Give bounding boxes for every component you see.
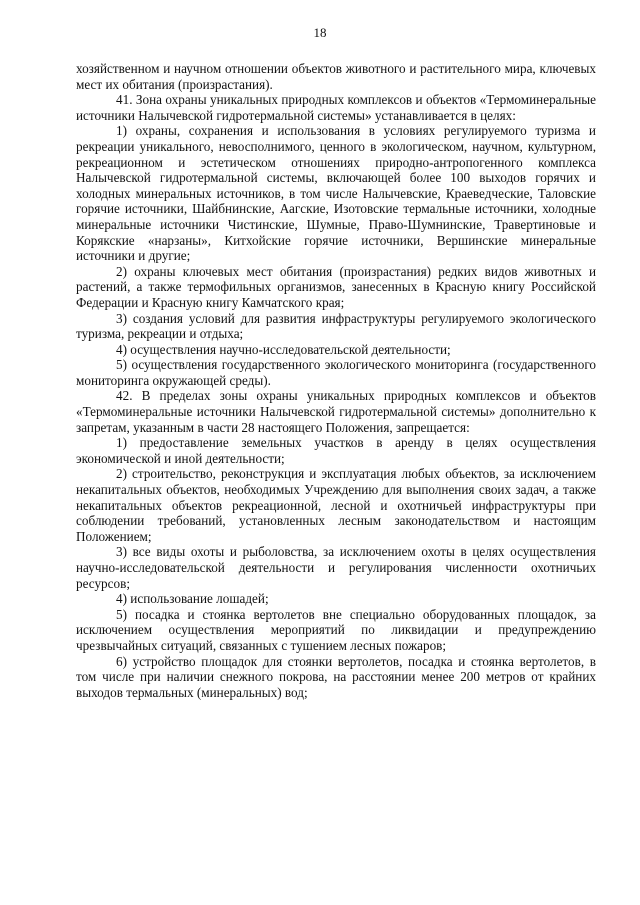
paragraph-41-item-4: 4) осуществления научно-исследовательской деятельности; bbox=[116, 341, 451, 357]
paragraph-42-item-4: 4) использование лошадей; bbox=[116, 591, 269, 607]
document-body bbox=[76, 61, 596, 700]
paragraph-continuation: хозяйственном и научном отношении объектов животного и растительного мира, ключевых мест их обитания (произрастания). bbox=[76, 61, 596, 92]
paragraph-clause-42: 42. В пределах зоны охраны уникальных природных комплексов и объектов «Термоминеральные источники Налычевской гидротермальной системы» дополнительно к запретам, указанным в части 28 настоящего Положения, запрещается: bbox=[76, 388, 596, 435]
paragraph-41-item-2: 2) охраны ключевых мест обитания (произрастания) редких видов животных и растений, а также термофильных организмов, занесенных в Красную книгу Российской Федерации и Красную книгу Камчатского края; bbox=[76, 263, 596, 310]
paragraph-clause-41: 41. Зона охраны уникальных природных комплексов и объектов «Термоминеральные источники Налычевской гидротермальной системы» устанавливается в целях: bbox=[76, 92, 596, 123]
paragraph-41-item-1: 1) охраны, сохранения и использования в условиях регулируемого туризма и рекреации уникального, невосполнимого, ценного в экологическом, научном, культурном, рекреационном и эстетическом отношениях природно-антропогенного комплекса Налычевской гидротермальной системы, включающей более 100 выходов горячих и холодных минеральных источников, в том числе Налычевские, Краеведческие, Таловские горячие источники, Шайбнинские, Аагские, Изотовские термальные источники, холодные минеральные источники Чистинские, Шумные, Право-Шумнинские, Травертиновые и Корякские «нарзаны», Китхойские горячие источники, Вершинские минеральные источники и другие; bbox=[76, 123, 596, 264]
paragraph-42-item-6: 6) устройство площадок для стоянки вертолетов, посадка и стоянка вертолетов, в том числе при наличии снежного покрова, на расстоянии менее 200 метров от крайних выходов термальных (минеральных) вод; bbox=[76, 653, 596, 700]
paragraph-42-item-2: 2) строительство, реконструкция и эксплуатация любых объектов, за исключением некапитальных объектов, необходимых Учреждению для выполнения своих задач, а также некапитальных объектов рекреационной, лесной и охотничьей инфраструктуры при соблюдении требований, установленных лесным законодательством и настоящим Положением; bbox=[76, 466, 596, 544]
paragraph-42-item-1: 1) предоставление земельных участков в аренду в целях осуществления экономической и иной деятельности; bbox=[76, 435, 596, 466]
paragraph-41-item-5: 5) осуществления государственного экологического мониторинга (государственного мониторинга окружающей среды). bbox=[76, 357, 596, 388]
paragraph-42-item-3: 3) все виды охоты и рыболовства, за исключением охоты в целях осуществления научно-исследовательской деятельности и регулирования численности охотничьих ресурсов; bbox=[76, 544, 596, 591]
paragraph-41-item-3: 3) создания условий для развития инфраструктуры регулируемого экологического туризма, рекреации и отдыха; bbox=[76, 310, 596, 342]
page-number: 18 bbox=[313, 25, 327, 40]
paragraph-42-item-5: 5) посадка и стоянка вертолетов вне специально оборудованных площадок, за исключением осуществления мероприятий по ликвидации и предупреждению чрезвычайных ситуаций, связанных с тушением лесных пожаров; bbox=[76, 606, 596, 653]
